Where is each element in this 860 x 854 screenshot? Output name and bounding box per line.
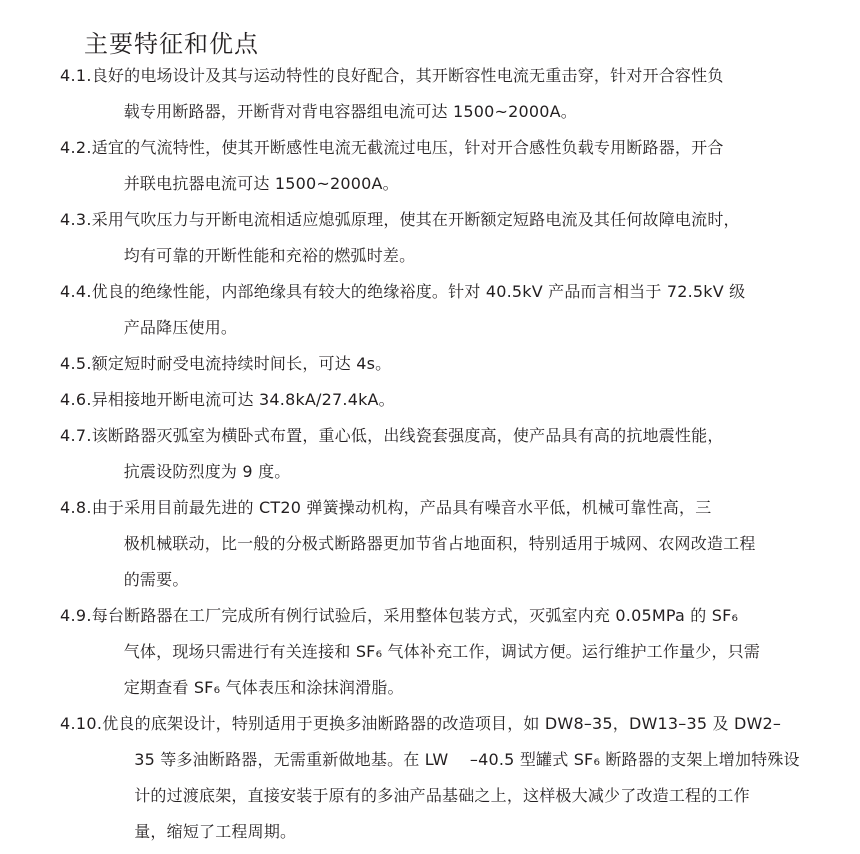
feature-text-line: 量，缩短了工程周期。 <box>134 822 297 841</box>
feature-item <box>60 418 830 490</box>
feature-number: 4.10. <box>60 714 103 733</box>
feature-text <box>92 346 830 382</box>
feature-text <box>92 130 830 202</box>
feature-text-line: 气体，现场只需进行有关连接和 SF₆ 气体补充工作，调试方便。运行维护工作量少，只需 <box>123 642 761 661</box>
feature-text-line: 适宜的气流特性，使其开断感性电流无截流过电压，针对开合感性负载专用断路器，开合 <box>91 138 724 157</box>
feature-text-line: 额定短时耐受电流持续时间长，可达 4s。 <box>91 354 392 373</box>
feature-text-line: 定期查看 SF₆ 气体表压和涂抹润滑脂。 <box>123 678 404 697</box>
feature-text-line: 的需要。 <box>123 570 189 589</box>
feature-item <box>60 130 830 202</box>
feature-text-line: 抗震设防烈度为 9 度。 <box>123 462 291 481</box>
feature-text-line: 良好的电场设计及其与运动特性的良好配合，其开断容性电流无重击穿，针对开合容性负 <box>91 66 724 85</box>
feature-text-line: 计的过渡底架，直接安装于原有的多油产品基础之上，这样极大减少了改造工程的工作 <box>134 786 750 805</box>
feature-text-line: 优良的底架设计，特别适用于更换多油断路器的改造项目，如 DW8–35，DW13–35 及 DW2– <box>102 714 782 733</box>
feature-number: 4.6. <box>60 390 92 409</box>
page-title: 主要特征和优点 <box>84 30 259 59</box>
feature-number: 4.4. <box>60 282 92 301</box>
feature-number: 4.1. <box>60 66 92 85</box>
feature-text-line: 由于采用目前最先进的 CT20 弹簧操动机构，产品具有噪音水平低，机械可靠性高，三 <box>91 498 712 517</box>
feature-number: 4.7. <box>60 426 92 445</box>
feature-item <box>60 274 830 346</box>
feature-text <box>92 418 830 490</box>
feature-item <box>60 598 830 706</box>
feature-text-line: 极机械联动，比一般的分极式断路器更加节省占地面积，特别适用于城网、农网改造工程 <box>123 534 756 553</box>
feature-item <box>60 706 830 850</box>
feature-text-line: 采用气吹压力与开断电流相适应熄弧原理，使其在开断额定短路电流及其任何故障电流时， <box>91 210 740 229</box>
feature-number: 4.3. <box>60 210 92 229</box>
feature-item <box>60 382 830 418</box>
feature-text-line: 载专用断路器，开断背对背电容器组电流可达 1500~2000A。 <box>123 102 578 121</box>
feature-text <box>92 202 830 274</box>
feature-text <box>92 382 830 418</box>
feature-text <box>92 274 830 346</box>
feature-list <box>60 58 830 850</box>
feature-text <box>92 598 830 706</box>
feature-item <box>60 346 830 382</box>
feature-text-line: 产品降压使用。 <box>123 318 238 337</box>
feature-item <box>60 58 830 130</box>
feature-text-line: 35 等多油断路器，无需重新做地基。在 LW –40.5 型罐式 SF₆ 断路器的支架上增加特殊设 <box>134 750 800 769</box>
feature-text-line: 异相接地开断电流可达 34.8kA/27.4kA。 <box>91 390 395 409</box>
feature-number: 4.9. <box>60 606 92 625</box>
feature-item <box>60 490 830 598</box>
feature-text <box>92 58 830 130</box>
feature-item <box>60 202 830 274</box>
feature-text-line: 每台断路器在工厂完成所有例行试验后，采用整体包装方式，灭弧室内充 0.05MPa 的 SF₆ <box>91 606 739 625</box>
feature-number: 4.8. <box>60 498 92 517</box>
feature-number: 4.5. <box>60 354 92 373</box>
feature-text <box>92 490 830 598</box>
feature-text-line: 优良的绝缘性能，内部绝缘具有较大的绝缘裕度。针对 40.5kV 产品而言相当于 72.5kV 级 <box>91 282 746 301</box>
feature-text-line: 该断路器灭弧室为横卧式布置，重心低，出线瓷套强度高，使产品具有高的抗地震性能， <box>91 426 724 445</box>
feature-number: 4.2. <box>60 138 92 157</box>
feature-text-line: 均有可靠的开断性能和充裕的燃弧时差。 <box>123 246 416 265</box>
feature-text-line: 并联电抗器电流可达 1500~2000A。 <box>123 174 399 193</box>
feature-text <box>102 706 830 850</box>
